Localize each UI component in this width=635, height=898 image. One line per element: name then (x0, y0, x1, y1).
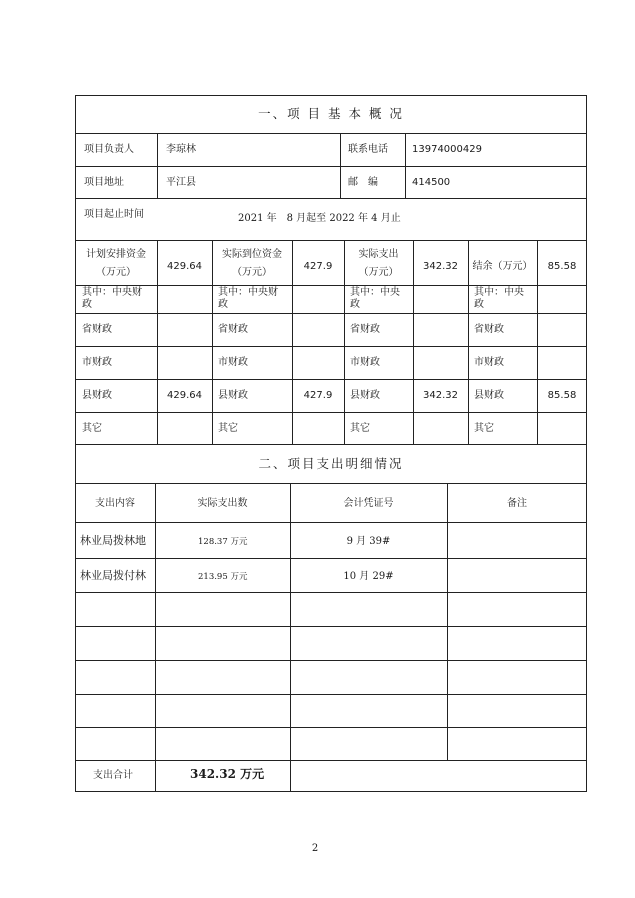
balance-value: 85.58 (547, 261, 577, 272)
header-content: 支出内容 (95, 498, 135, 509)
page-number: 2 (311, 843, 319, 854)
city-label-a: 市财政 (82, 357, 112, 368)
phone-label: 联系电话 (348, 144, 388, 155)
section2-title: 二、项目支出明细情况 (258, 456, 404, 471)
planned-value: 429.64 (167, 261, 202, 272)
county-label-c: 县财政 (350, 390, 380, 401)
leader-value: 李琼林 (166, 144, 196, 155)
address-label: 项目地址 (84, 177, 124, 188)
county-label-a: 县财政 (82, 390, 112, 401)
planned-label-2: （万元） (96, 267, 136, 278)
header-note: 备注 (507, 498, 527, 509)
central-label-a1: 其中：中央财 (82, 287, 142, 298)
central-label-b1: 其中：中央财 (218, 287, 278, 298)
spent-label-1: 实际支出 (358, 249, 399, 260)
central-label-b2: 政 (218, 299, 228, 310)
item-2-amount: 213.95 万元 (198, 572, 248, 582)
spent-label-2: （万元） (358, 267, 399, 278)
city-label-d: 市财政 (474, 357, 504, 368)
central-label-a2: 政 (82, 299, 92, 310)
received-label-1: 实际到位资金 (222, 249, 282, 260)
received-label-2: （万元） (232, 267, 272, 278)
balance-label: 结余（万元） (472, 261, 533, 272)
phone-value: 13974000429 (412, 144, 482, 155)
item-2-voucher: 10 月 29# (343, 571, 394, 582)
address-value: 平江县 (166, 177, 196, 188)
county-balance: 85.58 (547, 390, 577, 401)
received-value: 427.9 (303, 261, 333, 272)
item-2-content: 林业局拨付林 (80, 569, 146, 582)
county-label-d: 县财政 (474, 390, 504, 401)
city-label-c: 市财政 (350, 357, 380, 368)
county-received: 427.9 (303, 390, 333, 401)
spent-value: 342.32 (423, 261, 458, 272)
city-label-b: 市财政 (218, 357, 248, 368)
other-label-a: 其它 (82, 423, 102, 434)
item-1-content: 林业局拨林地 (80, 534, 146, 547)
item-1-voucher: 9 月 39# (346, 536, 391, 547)
county-spent: 342.32 (423, 390, 458, 401)
header-voucher: 会计凭证号 (343, 498, 394, 509)
total-label: 支出合计 (93, 770, 133, 781)
item-1-amount: 128.37 万元 (198, 537, 248, 547)
central-label-c1: 其中：中央 (350, 287, 400, 298)
province-label-b: 省财政 (218, 324, 248, 335)
county-label-b: 县财政 (218, 390, 248, 401)
period-label: 项目起止时间 (84, 209, 144, 220)
header-amount: 实际支出数 (197, 498, 248, 509)
other-label-b: 其它 (218, 423, 238, 434)
postcode-value: 414500 (412, 177, 451, 188)
total-value: 342.32 万元 (190, 767, 265, 781)
central-label-d2: 政 (474, 299, 484, 310)
county-planned: 429.64 (167, 390, 202, 401)
period-value: 2021 年 8 月起至 2022 年 4 月止 (238, 213, 401, 224)
postcode-label: 邮 编 (348, 177, 378, 188)
planned-label-1: 计划安排资金 (86, 249, 146, 260)
other-label-c: 其它 (350, 423, 370, 434)
section1-title: 一、项 目 基 本 概 况 (258, 106, 404, 121)
other-label-d: 其它 (474, 423, 494, 434)
province-label-d: 省财政 (474, 324, 504, 335)
central-label-d1: 其中：中央 (474, 287, 524, 298)
leader-label: 项目负责人 (84, 144, 134, 155)
province-label-c: 省财政 (350, 324, 380, 335)
central-label-c2: 政 (350, 299, 360, 310)
province-label-a: 省财政 (82, 324, 112, 335)
